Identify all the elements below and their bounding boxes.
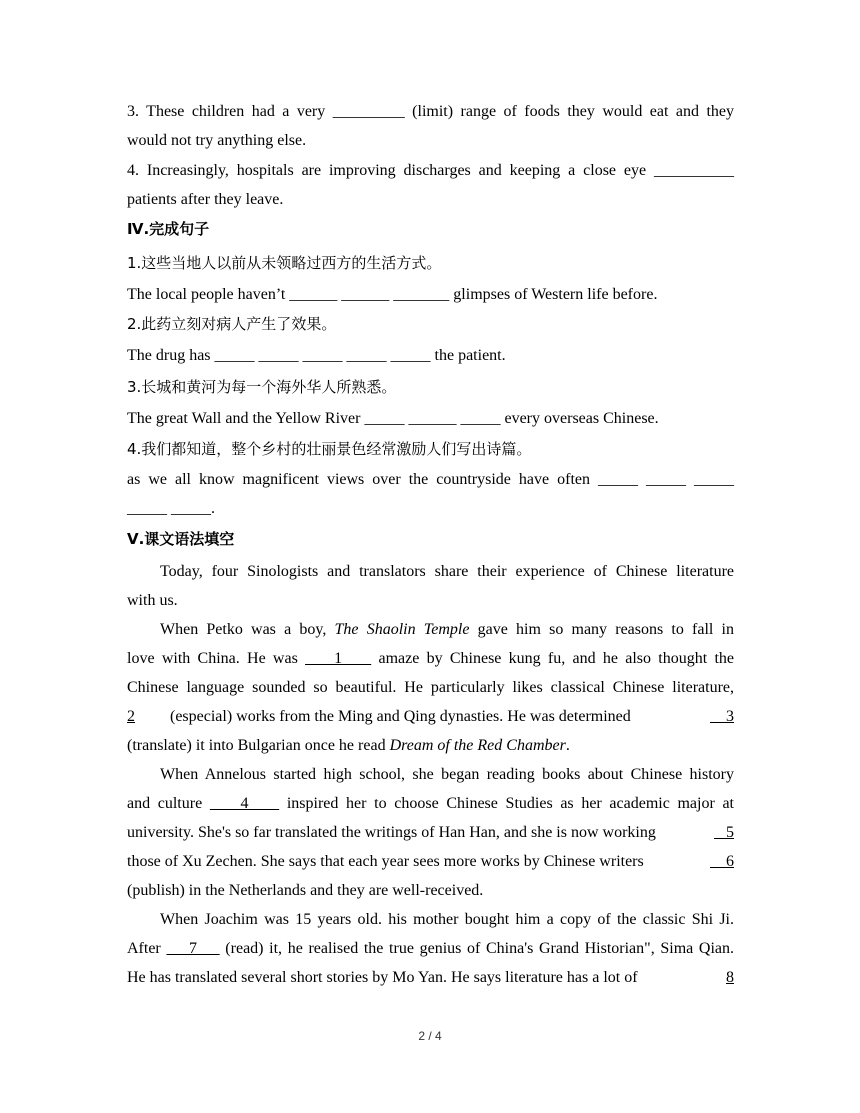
s4-item4-en: as we all know magnificent views over the countryside have often _____ _____ _____ xyxy=(127,471,734,488)
s4-item3-cn: 3.长城和黄河为每一个海外华人所熟悉。 xyxy=(127,378,397,396)
blank-2[interactable]: 2 xyxy=(127,708,135,725)
s5-p2-line2: love with China. He was 1 amaze by Chinese kung fu, and he also thought the xyxy=(127,650,734,667)
blank-5[interactable]: 5 xyxy=(714,824,734,841)
s5-p2-line5: (translate) it into Bulgarian once he read Dream of the Red Chamber. xyxy=(127,737,570,754)
s5-p2-line4: 2 (especial) works from the Ming and Qing dynasties. He was determined 3 xyxy=(127,708,734,725)
q3-line1: 3. These children had a very _________ (limit) range of foods they would eat and they xyxy=(127,103,734,120)
s5-p1-line1: Today, four Sinologists and translators share their experience of Chinese literature xyxy=(160,563,734,580)
blank-7[interactable]: 7 xyxy=(166,940,220,957)
blank-1[interactable]: 1 xyxy=(305,650,372,667)
blank-3[interactable]: 3 xyxy=(710,708,734,725)
section4-title: Ⅳ.完成句子 xyxy=(127,220,210,238)
q3-line2: would not try anything else. xyxy=(127,132,307,149)
book-title-red-chamber: Dream of the Red Chamber xyxy=(389,737,566,754)
s5-p3-line3: university. She's so far translated the writings of Han Han, and she is now working 5 xyxy=(127,824,734,841)
s4-item4-en2: _____ _____. xyxy=(127,500,215,517)
blank-8[interactable]: 8 xyxy=(726,969,734,986)
s4-item3-en: The great Wall and the Yellow River _____ ______ _____ every overseas Chinese. xyxy=(127,410,659,427)
s4-item2-cn: 2.此药立刻对病人产生了效果。 xyxy=(127,315,337,333)
q4-line2: patients after they leave. xyxy=(127,191,284,208)
book-title-shaolin: The Shaolin Temple xyxy=(334,621,470,638)
s5-p3-line4: those of Xu Zechen. She says that each year sees more works by Chinese writers 6 xyxy=(127,853,734,870)
s4-item4-cn: 4.我们都知道，整个乡村的壮丽景色经常激励人们写出诗篇。 xyxy=(127,440,532,458)
blank-6[interactable]: 6 xyxy=(710,853,734,870)
s5-p3-line5: (publish) in the Netherlands and they are well-received. xyxy=(127,882,484,899)
blank-4[interactable]: 4 xyxy=(209,795,280,812)
s4-item1-cn: 1.这些当地人以前从未领略过西方的生活方式。 xyxy=(127,254,442,272)
s5-p2-line3: Chinese language sounded so beautiful. He particularly likes classical Chinese literature, xyxy=(127,679,734,696)
section5-title: Ⅴ.课文语法填空 xyxy=(127,530,235,548)
s5-p2-line1: When Petko was a boy, The Shaolin Temple gave him so many reasons to fall in xyxy=(160,621,734,638)
s5-p4-line1: When Joachim was 15 years old. his mother bought him a copy of the classic Shi Ji. xyxy=(160,911,734,928)
s5-p3-line1: When Annelous started high school, she began reading books about Chinese history xyxy=(160,766,734,783)
s5-p4-line2: After 7 (read) it, he realised the true genius of China's Grand Historian", Sima Qian. xyxy=(127,940,734,957)
page-number: 2 / 4 xyxy=(418,1029,442,1043)
s5-p1-line2: with us. xyxy=(127,592,178,609)
s5-p4-line3: He has translated several short stories by Mo Yan. He says literature has a lot of 8 xyxy=(127,969,734,986)
s4-item2-en: The drug has _____ _____ _____ _____ _____ the patient. xyxy=(127,347,506,364)
s4-item1-en: The local people haven’t ______ ______ _______ glimpses of Western life before. xyxy=(127,286,658,303)
q4-line1: 4. Increasingly, hospitals are improving discharges and keeping a close eye __________ xyxy=(127,162,734,179)
s5-p3-line2: and culture 4 inspired her to choose Chinese Studies as her academic major at xyxy=(127,795,735,812)
